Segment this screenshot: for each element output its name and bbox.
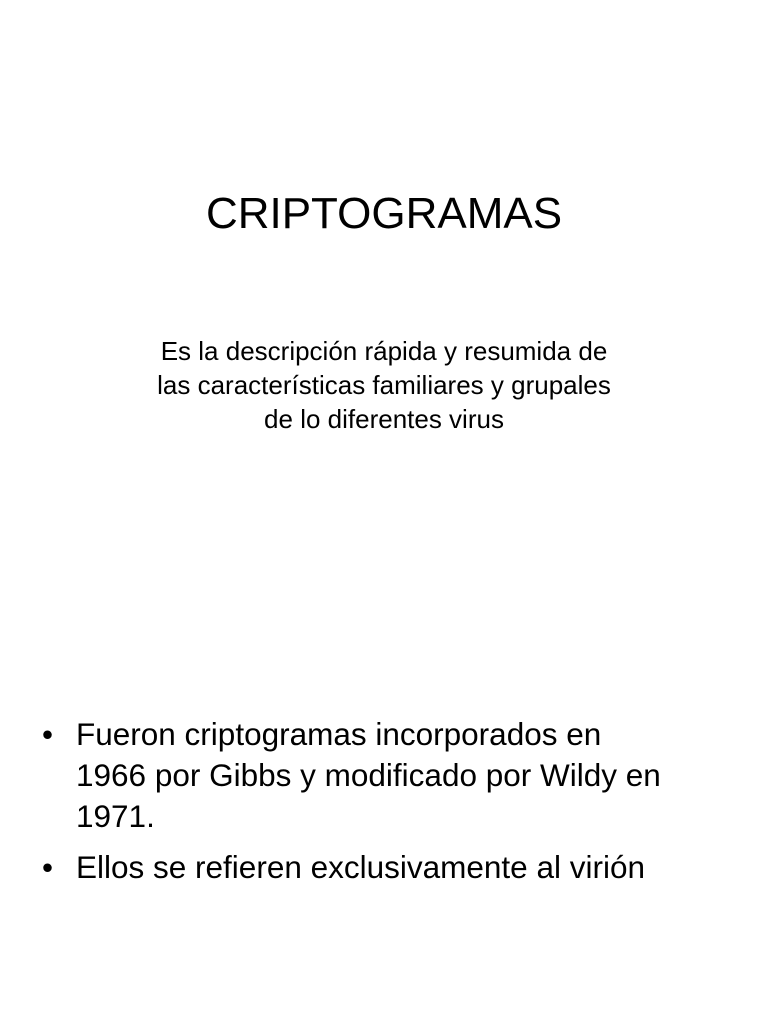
slide-subtitle xyxy=(84,334,684,436)
bullet-text-line: Fueron criptogramas incorporados en xyxy=(76,716,602,752)
subtitle-line: Es la descripción rápida y resumida de xyxy=(160,336,608,366)
bullet-item xyxy=(40,714,730,837)
slide-title: CRIPTOGRAMAS xyxy=(205,189,563,238)
bullet-dot-icon: • xyxy=(42,849,54,885)
bullet-text-line: Ellos se refieren exclusivamente al virión xyxy=(76,849,645,885)
subtitle-line: de lo diferentes virus xyxy=(264,404,504,434)
bullet-text-line: 1966 por Gibbs y modificado por Wildy en xyxy=(76,757,661,793)
bullet-item xyxy=(40,847,730,888)
subtitle-line: las características familiares y grupales xyxy=(157,370,611,400)
bullet-list xyxy=(40,714,730,898)
bullet-text-line: 1971. xyxy=(76,798,155,834)
bullet-dot-icon: • xyxy=(42,716,54,752)
